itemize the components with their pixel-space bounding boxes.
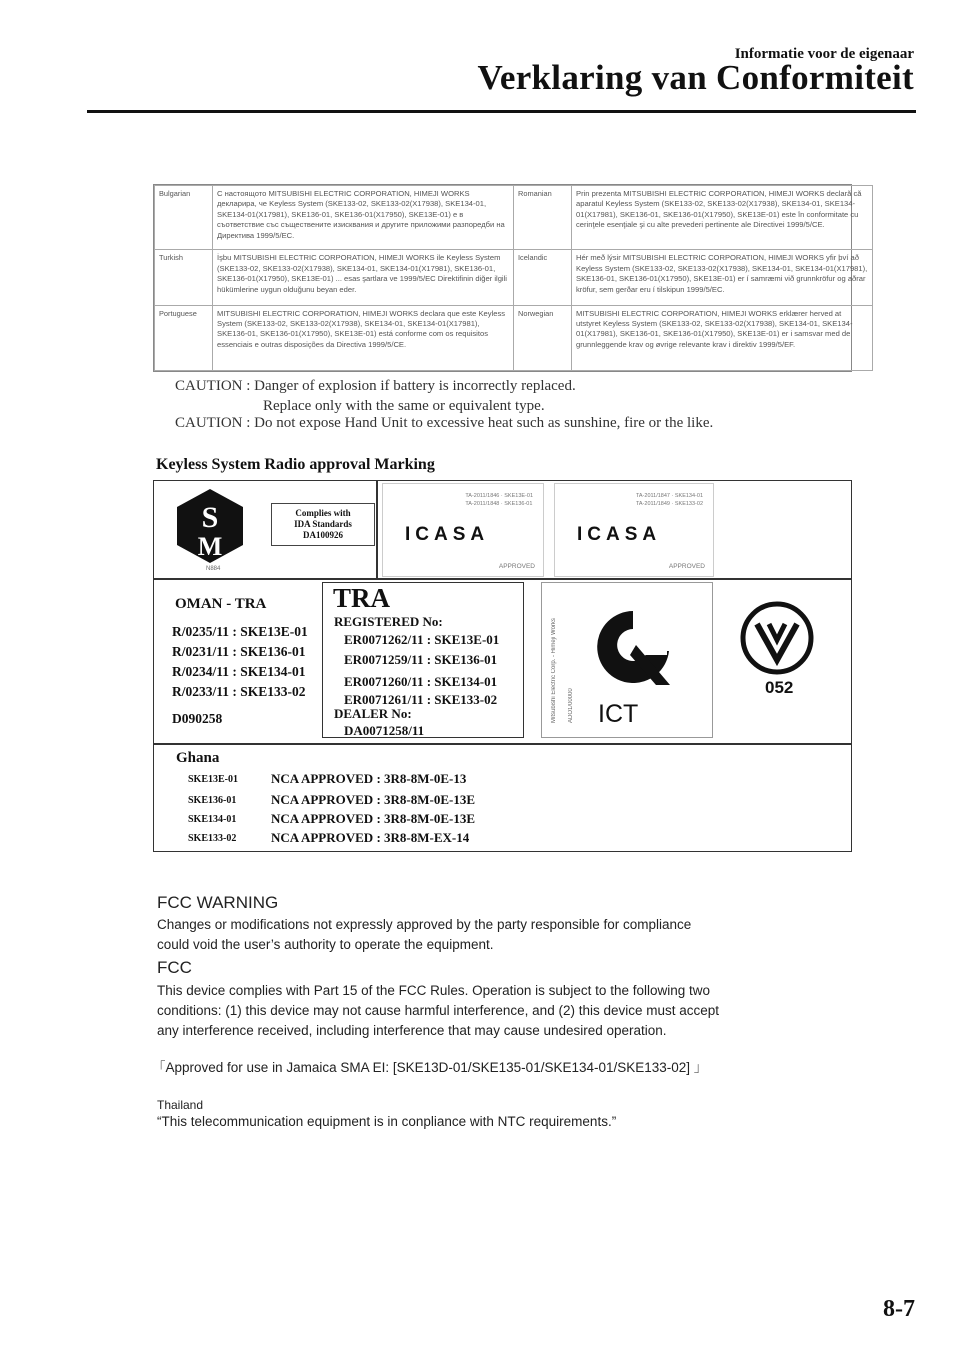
tra-dealer-no: DA0071258/11	[344, 723, 425, 738]
lang-cell: Romanian	[514, 186, 572, 250]
caution-1	[175, 378, 576, 395]
declaration-text: Prin prezenta MITSUBISHI ELECTRIC CORPORATION, HIMEJI WORKS declară că aparatul Keyless System (SKE133-02, SKE133-02(X17938), SKE134-01, SKE134-01(X17981), SKE136-01, SKE136-01(X17950), SKE13E-01) este în conformitate cu cerinţele esenţiale şi cu alte prevederi pertinente ale Directivei 1999/5/CE.	[572, 186, 873, 250]
fcc-line: conditions: (1) this device may not cause harmful interference, and (2) this device must accept	[157, 1003, 720, 1018]
fcc-title: FCC	[157, 958, 192, 977]
ict-vertical-text: ADO1/00000	[568, 688, 574, 723]
tra-line: ER0071259/11 : SKE136-01	[344, 652, 498, 667]
section-subtitle: Informatie voor de eigenaar	[734, 46, 914, 62]
caution-1-line2: Replace only with the same or equivalent type.	[263, 398, 545, 414]
icasa-ref-line: TA-2011/1847 · SKE134-01	[635, 493, 703, 499]
icasa-logo: ICASA	[577, 524, 662, 545]
ghana-code: SKE133-02	[188, 833, 237, 844]
fcc-warning-line: Changes or modifications not expressly approved by the party responsible for compliance	[157, 917, 692, 932]
svg-text:M: M	[197, 532, 223, 561]
icasa-ref	[636, 492, 703, 508]
caution-text: Danger of explosion if battery is incorrectly replaced.	[254, 378, 576, 394]
page-title: Verklaring van Conformiteit	[477, 58, 914, 97]
ghana-title: Ghana	[176, 750, 220, 766]
fcc-line: This device complies with Part 15 of the FCC Rules. Operation is subject to the following two	[157, 983, 710, 998]
ghana-code: SKE136-01	[188, 795, 237, 806]
jamaica-approval: 「Approved for use in Jamaica SMA EI: [SKE13D-01/SKE135-01/SKE134-01/SKE133-02] 」	[152, 1060, 708, 1075]
tra-line: ER0071260/11 : SKE134-01	[344, 674, 498, 689]
thailand-statement: “This telecommunication equipment is in conpliance with NTC requirements.”	[157, 1114, 617, 1129]
page-number: 8-7	[883, 1296, 915, 1322]
caution-text: Do not expose Hand Unit to excessive heat such as sunshine, fire or the like.	[254, 415, 714, 431]
icasa-ref-line: TA-2011/1849 · SKE133-02	[635, 501, 703, 507]
tra-registered-label: REGISTERED No:	[334, 614, 443, 629]
fcc-warning-line: could void the user’s authority to operate the equipment.	[157, 937, 494, 952]
icasa-mark-2	[554, 483, 714, 577]
caution-label: CAUTION :	[175, 415, 251, 431]
ukraine-conformity-icon	[737, 598, 817, 678]
header-divider	[87, 110, 916, 113]
ghana-approval: NCA APPROVED : 3R8-8M-0E-13E	[271, 792, 476, 807]
lang-cell: Bulgarian	[155, 186, 213, 250]
thailand-label: Thailand	[157, 1098, 204, 1112]
declaration-text: С настоящото MITSUBISHI ELECTRIC CORPORATION, HIMEJI WORKS декларира, че Keyless System (SKE133-02, SKE133-02(X17938), SKE134-01, SKE134-01(X17981), SKE136-01, SKE136-01(X17950), SKE13E-01) е в съответствие със съществените изисквания и другите приложими разпоредби на Директива 1999/5/ЕС.	[213, 186, 514, 250]
lang-cell: Turkish	[155, 250, 213, 305]
declaration-table	[153, 184, 868, 372]
oman-line: R/0231/11 : SKE136-01	[172, 644, 306, 659]
tra-title: TRA	[333, 583, 391, 613]
rcm-compliance-icon	[170, 485, 250, 570]
lang-cell: Norwegian	[514, 305, 572, 370]
icasa-ref-line: TA-2011/1846 · SKE13E-01	[465, 493, 533, 499]
lang-cell: Portuguese	[155, 305, 213, 370]
ida-line: IDA Standards	[294, 519, 352, 529]
declaration-text: MITSUBISHI ELECTRIC CORPORATION, HIMEJI WORKS declara que este Keyless System (SKE133-02, SKE133-02(X17938), SKE134-01, SKE134-01(X17981), SKE136-01, SKE136-01(X17950), SKE13E-01) está conforme com os requisitos essenciais e outras disposições da Directiva 1999/5/CE.	[213, 305, 514, 370]
caution-label: CAUTION :	[175, 378, 251, 394]
iccm-code: N884	[206, 566, 221, 572]
fcc-line: any interference received, including interference that may cause undesired operation.	[157, 1023, 667, 1038]
ida-standards-box	[271, 503, 375, 546]
divider	[154, 578, 851, 580]
oman-tra-title: OMAN - TRA	[175, 596, 267, 612]
declaration-text: İşbu MITSUBISHI ELECTRIC CORPORATION, HIMEJI WORKS ile Keyless System (SKE133-02, SKE133-02(X17938), SKE134-01, SKE134-01(X17981), SKE136-01, SKE136-01(X17950), SKE13E-01) ... esas şartlara ve 1999/5/EC Direktifinin diğer ilgili hükümlerine uygun olduğunu beyan eder.	[213, 250, 514, 305]
caution-2	[175, 415, 713, 432]
icasa-approved: APPROVED	[668, 563, 705, 570]
ict-logo-icon	[592, 605, 674, 691]
ida-line: DA100926	[303, 530, 343, 540]
ukraine-number: 052	[765, 678, 794, 697]
tra-line: ER0071261/11 : SKE133-02	[344, 692, 498, 707]
svg-text:S: S	[201, 501, 219, 534]
icasa-mark-1	[382, 483, 544, 577]
declaration-text: Hér með lýsir MITSUBISHI ELECTRIC CORPORATION, HIMEJI WORKS yfir því að Keyless System (SKE133-02, SKE133-02(X17938), SKE134-01, SKE134-01(X17981), SKE136-01, SKE136-01(X17950), SKE13E-01) er í samræmi við grunnkröfur og aðrar kröfur, sem gerðar eru í tilskipun 1999/5/EC.	[572, 250, 873, 305]
icasa-approved: APPROVED	[498, 563, 535, 570]
tra-line: ER0071262/11 : SKE13E-01	[344, 632, 500, 647]
oman-line: R/0235/11 : SKE13E-01	[172, 624, 308, 639]
oman-line: R/0234/11 : SKE134-01	[172, 664, 306, 679]
tra-dealer-label: DEALER No:	[334, 706, 412, 721]
ghana-approval: NCA APPROVED : 3R8-8M-0E-13E	[271, 811, 476, 826]
ida-line: Complies with	[295, 508, 351, 518]
ghana-approval: NCA APPROVED : 3R8-8M-0E-13	[271, 771, 467, 786]
ghana-code: SKE13E-01	[188, 774, 239, 785]
icasa-logo: ICASA	[405, 524, 490, 545]
lang-cell: Icelandic	[514, 250, 572, 305]
radio-approval-heading: Keyless System Radio approval Marking	[156, 456, 435, 473]
oman-line: R/0233/11 : SKE133-02	[172, 684, 306, 699]
icasa-ref	[465, 492, 533, 508]
fcc-warning-title: FCC WARNING	[157, 893, 279, 912]
ict-logo-text: ICT	[598, 700, 639, 728]
icasa-ref-line: TA-2011/1848 · SKE136-01	[465, 501, 533, 507]
ghana-code: SKE134-01	[188, 814, 237, 825]
oman-dealer: D090258	[172, 711, 223, 726]
divider	[154, 743, 851, 745]
ghana-approval: NCA APPROVED : 3R8-8M-EX-14	[271, 830, 470, 845]
ict-vertical-text: Mitsubishi Electric Corp. - Himeji Works	[551, 618, 557, 723]
divider	[376, 481, 378, 578]
declaration-text: MITSUBISHI ELECTRIC CORPORATION, HIMEJI WORKS erklærer herved at utstyret Keyless System (SKE133-02, SKE133-02(X17938), SKE134-01, SKE134-01(X17981), SKE136-01, SKE136-01(X17950), SKE13E-01) er i samsvar med de grunnleggende krav og øvrige relevante krav i direktiv 1999/5/EF.	[572, 305, 873, 370]
